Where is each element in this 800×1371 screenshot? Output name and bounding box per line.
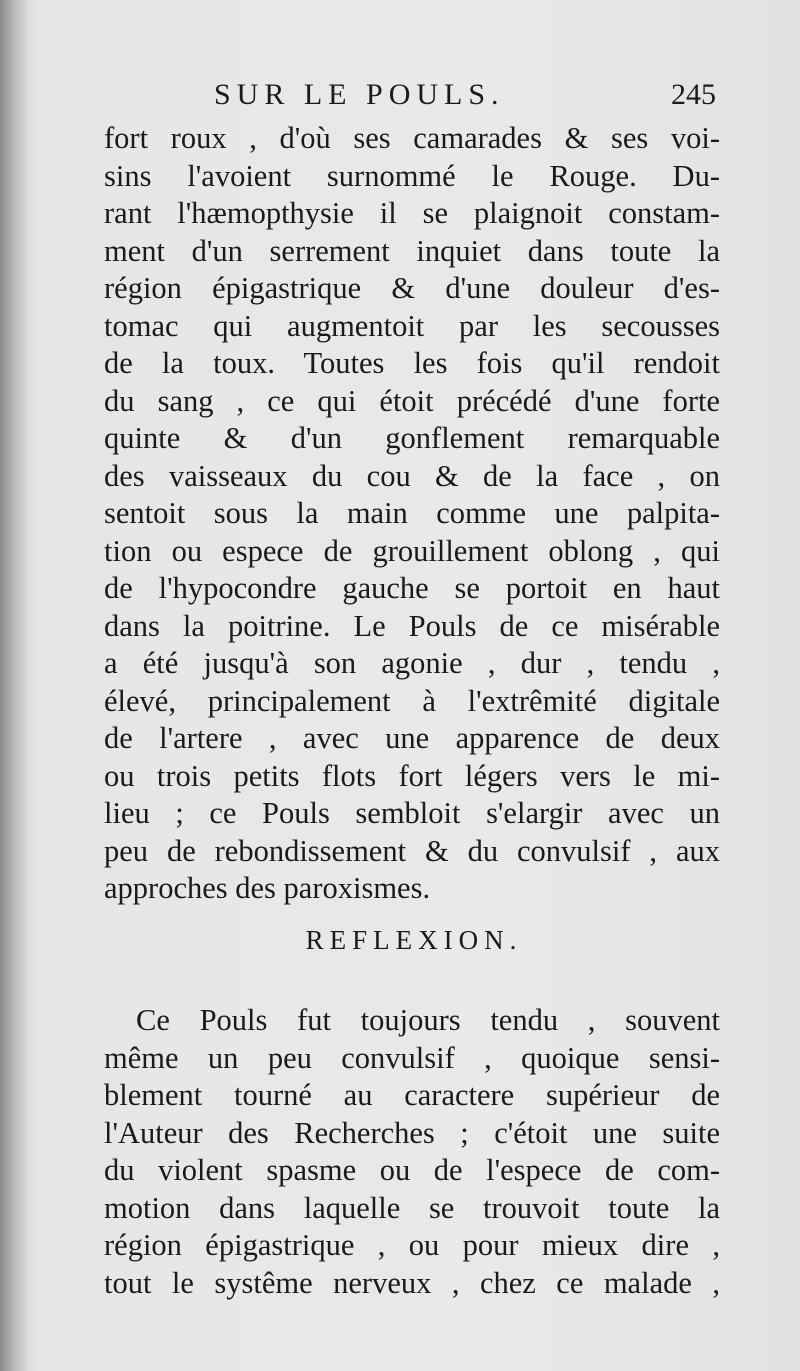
text-line: élevé, principalement à l'extrêmité digitale [104,683,720,718]
text-line: lieu ; ce Pouls sembloit s'elargir avec un [104,796,720,830]
text-line: du sang , ce qui étoit précédé d'une forte [104,383,720,418]
text-line: des vaisseaux du cou & de la face , on [104,458,720,493]
text-line: du violent spasme ou de l'espece de com- [104,1153,720,1187]
page-gutter [0,0,26,1371]
text-line: de l'hypocondre gauche se portoit en haut [104,571,720,605]
text-line: même un peu convulsif , quoique sensi- [104,1040,720,1075]
text-line: région épigastrique , ou pour mieux dire , [104,1228,720,1262]
text-line: rant l'hæmopthysie il se plaignoit constam- [104,196,720,230]
text-line: région épigastrique & d'une douleur d'es- [104,271,720,305]
text-line: fort roux , d'où ses camarades & ses voi- [104,121,720,155]
text-line: Ce Pouls fut toujours tendu , souvent [136,1003,720,1037]
text-line: sins l'avoient surnommé le Rouge. Du- [104,158,720,193]
page-number: 245 [671,78,716,111]
text-line: motion dans laquelle se trouvoit toute la [104,1190,720,1225]
text-line: peu de rebondissement & du convulsif , aux [104,833,720,868]
page-header [104,78,716,118]
text-line: blement tourné au caractere supérieur de [104,1078,720,1112]
text-line: tion ou espece de grouillement oblong , qui [104,533,720,568]
paragraph-1 [104,120,720,908]
text-line: sentoit sous la main comme une palpita- [104,496,720,530]
section-heading: REFLEXION. [305,925,523,955]
text-line: l'Auteur des Recherches ; c'étoit une suite [104,1115,720,1150]
text-line: quinte & d'un gonflement remarquable [104,421,720,455]
text-line: a été jusqu'à son agonie , dur , tendu , [104,646,720,680]
running-title: SUR LE POULS. [214,78,505,111]
text-line: ou trois petits flots fort légers vers le mi- [104,758,720,793]
paragraph-2 [104,1002,720,1302]
text-line: de la toux. Toutes les fois qu'il rendoit [104,346,720,380]
text-line: tomac qui augmentoit par les secousses [104,308,720,343]
text-line: dans la poitrine. Le Pouls de ce misérable [104,608,720,643]
text-line: tout le systême nerveux , chez ce malade , [104,1265,720,1300]
text-line: approches des paroxismes. [104,871,431,905]
text-line: ment d'un serrement inquiet dans toute la [104,233,720,268]
text-line: de l'artere , avec une apparence de deux [104,721,720,755]
